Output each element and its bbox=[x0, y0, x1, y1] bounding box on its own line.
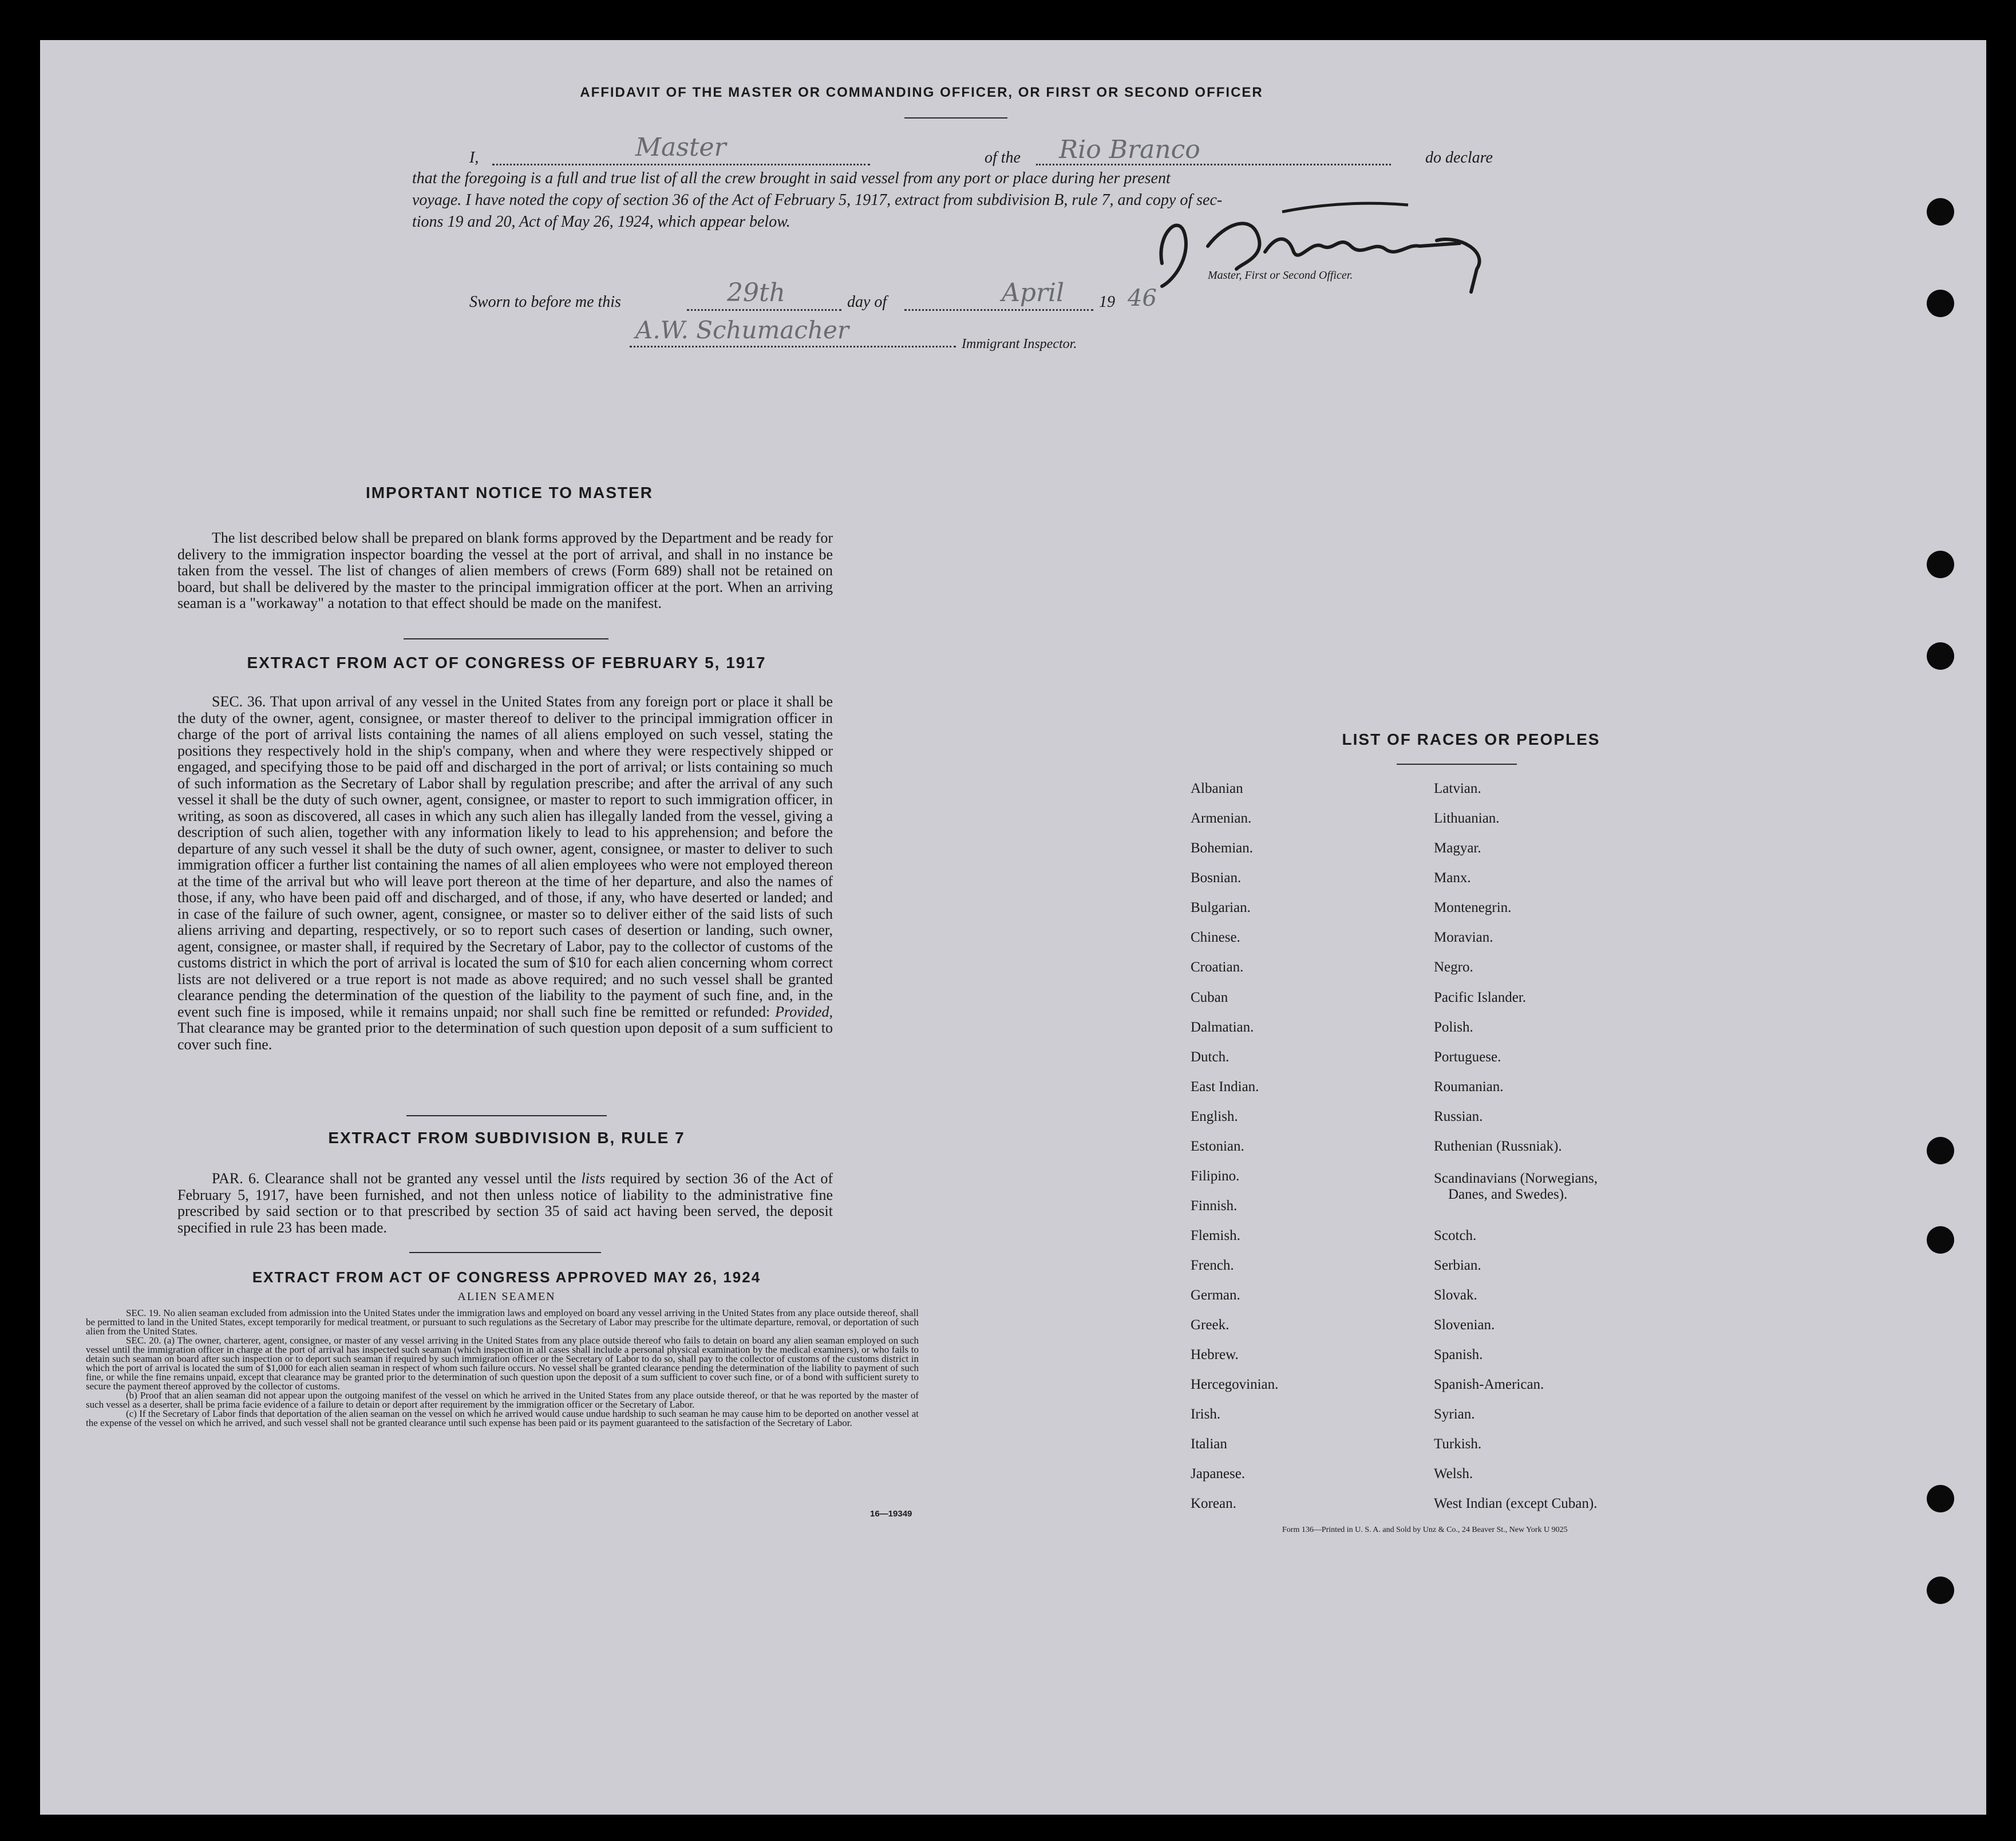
sec-19-text: SEC. 19. No alien seaman excluded from admission into the United States under the immigration laws and employed on board any vessel arriving in the United States from any place outside thereof, shall be permitted to land in the United States, except temporarily for medical treatment, or pursuant to such regulations as the Secretary of Labor may prescribe for the ultimate departure, removal, or deportation of such alien from the United States. bbox=[86, 1307, 919, 1337]
race-item: Hebrew. bbox=[1191, 1347, 1239, 1362]
sec-20b-text: (b) Proof that an alien seaman did not appear upon the outgoing manifest of the vessel on which he arrived in the United States from any place outside thereof, or that he was reported by the master of such vessel as a deserter, shall be prima facie evidence of a failure to detain or deport after requirement by the immigration officer or the Secretary of Labor. bbox=[86, 1390, 919, 1410]
race-item: Japanese. bbox=[1191, 1466, 1246, 1482]
race-item: Spanish. bbox=[1434, 1347, 1483, 1362]
section-36-text: That upon arrival of any vessel in the United States from any foreign port or place it shall be the duty of the owner, agent, consignee, or master thereof to deliver to the principal immigration officer in charge of the port of arrival lists containing the names of all aliens employed on such vessel, stating the positions they respectively hold in the ship's company, when and where they were respectively shipped or engaged, and specifying those to be paid off and discharged in the port of arrival; or lists containing so much of such information as the Secretary of Labor shall by regulation prescribe; and after the arrival of any such vessel it shall be the duty of such owner, agent, consignee, or master to report to such immigration officer, in writing, as soon as discovered, all cases in which any such alien has illegally landed from the vessel, giving a description of such alien, together with any information likely to lead to his apprehension; and before the departure of any such vessel it shall be the duty of such owner, agent, consignee, or master to deliver to such immigration officer a further list containing the names of all alien employees who were not employed thereon at the time of the arrival but who will leave port thereon at the time of her departure, and also the names of those, if any, who have been paid off and discharged, and of those, if any, who have deserted or landed; and in case of the failure of such owner, agent, consignee, or master so to deliver either of the said lists of such aliens arriving and departing, respectively, or so to report such cases of desertion or landing, such owner, agent, consignee, or master shall, if required by the Secretary of Labor, pay to the collector of customs of the customs district in which the port of arrival is located the sum of $10 for each alien concerning whom correct lists are not delivered or a true report is not made as above required; and no such vessel shall be granted clearance pending the determination of the question of the liability to the payment of such fine, and, in the event such fine is imposed, while it remains unpaid; nor shall such fine be remitted or refunded: bbox=[177, 693, 833, 1020]
section-36-label: SEC. 36. bbox=[212, 693, 266, 710]
inspector-caption: Immigrant Inspector. bbox=[962, 337, 1077, 351]
punch-hole bbox=[1927, 551, 1954, 578]
punch-hole bbox=[1927, 642, 1954, 670]
race-item: English. bbox=[1191, 1109, 1238, 1124]
notice-body: The list described below shall be prepared on blank forms approved by the Department and be ready for delivery to the immigration inspector boarding the vessel at the port of arrival, and shall in no instance be taken from the vessel. The list of changes of alien members of crews (Form 689) shall not be retained on board, but shall be delivered by the master to the principal immigration officer at the port. When an arriving seaman is a "workaway" a notation to that effect should be made on the manifest. bbox=[177, 530, 833, 611]
race-item: Lithuanian. bbox=[1434, 811, 1500, 826]
form-code: 16—19349 bbox=[870, 1509, 912, 1519]
sec-20a-text: SEC. 20. (a) The owner, charterer, agent, consignee, or master of any vessel arriving in the United States from any place outside thereof who fails to detain on board any alien seaman employed on such vessel until the immigration officer in charge at the port of arrival has inspected such seaman (which inspection in all cases shall include a personal physical examination by the medical examiners), or who fails to detain such seaman on board after such inspection or to deport such seaman if required by such immigration officer or the Secretary of Labor to do so, shall pay to the collector of customs of the customs district in which the port of arrival is located the sum of $1,000 for each alien seaman in respect of whom such failure occurs. No vessel shall be granted clearance pending the determination of the liability to payment of such fine, or while the fine remains unpaid, except that clearance may be granted prior to the determination of such question upon the deposit of a sum sufficient to cover such fine, or of a bond with sufficient surety to secure the payment thereof approved by the collector of customs. bbox=[86, 1335, 919, 1392]
race-item: Montenegrin. bbox=[1434, 900, 1512, 915]
divider bbox=[406, 1115, 607, 1116]
race-item: French. bbox=[1191, 1258, 1234, 1273]
race-item: Cuban bbox=[1191, 990, 1228, 1005]
race-item: Armenian. bbox=[1191, 811, 1252, 826]
day-field bbox=[687, 278, 841, 311]
punch-hole bbox=[1927, 198, 1954, 226]
inspector-field bbox=[630, 316, 956, 347]
do-declare-label: do declare bbox=[1425, 149, 1493, 167]
race-item: Estonian. bbox=[1191, 1139, 1244, 1154]
race-item: Dalmatian. bbox=[1191, 1020, 1254, 1035]
affidavit-declaration-line bbox=[469, 133, 1500, 172]
officer-value: Master bbox=[635, 133, 726, 162]
race-item: Turkish. bbox=[1434, 1436, 1482, 1452]
race-item: Slovak. bbox=[1434, 1287, 1477, 1303]
race-item: Spanish-American. bbox=[1434, 1377, 1544, 1392]
race-item: West Indian (except Cuban). bbox=[1434, 1496, 1598, 1511]
of-the-label: of the bbox=[985, 149, 1021, 167]
race-item: Finnish. bbox=[1191, 1198, 1238, 1214]
race-item: Bosnian. bbox=[1191, 870, 1242, 886]
race-item: Roumanian. bbox=[1434, 1079, 1504, 1095]
race-item: Scotch. bbox=[1434, 1228, 1477, 1243]
par-6-label: PAR. 6. bbox=[212, 1170, 260, 1187]
extract-rule7-body bbox=[177, 1171, 833, 1236]
par-6-text-b: required by section 36 of the Act of February 5, 1917, have been furnished, and not then unless notice of liability to the administrative fine prescribed by said section or to that prescribed by section 35 of said act having been served, the deposit specified in rule 23 has been made. bbox=[177, 1170, 833, 1236]
race-item: Welsh. bbox=[1434, 1466, 1473, 1482]
race-item: Chinese. bbox=[1191, 930, 1240, 945]
inspector-line bbox=[630, 316, 1145, 355]
section-36-tail: That clearance may be granted prior to the determination of such question upon deposit of a sum sufficient to cover such fine. bbox=[177, 1020, 833, 1053]
punch-hole bbox=[1927, 1226, 1954, 1254]
race-item: Manx. bbox=[1434, 870, 1471, 886]
race-item: Irish. bbox=[1191, 1407, 1221, 1422]
day-of-label: day of bbox=[847, 293, 887, 311]
affidavit-text-3: tions 19 and 20, Act of May 26, 1924, which appear below. bbox=[412, 213, 790, 231]
extract-1917-body bbox=[177, 694, 833, 1053]
race-item: Hercegovinian. bbox=[1191, 1377, 1279, 1392]
pronoun-label: I, bbox=[469, 149, 479, 167]
race-item: Russian. bbox=[1434, 1109, 1483, 1124]
race-item: Polish. bbox=[1434, 1020, 1473, 1035]
punch-hole bbox=[1927, 1485, 1954, 1512]
race-item: Ruthenian (Russniak). bbox=[1434, 1139, 1562, 1154]
signature-caption: Master, First or Second Officer. bbox=[1208, 269, 1353, 282]
divider bbox=[409, 1252, 601, 1253]
race-item: Magyar. bbox=[1434, 840, 1481, 856]
race-item: Bulgarian. bbox=[1191, 900, 1251, 915]
sec-20c-text: (c) If the Secretary of Labor finds that deportation of the alien seaman on the vessel on which he arrived would cause undue hardship to such seaman he may cause him to be deported on another vessel at the expense of the vessel on which he arrived, and such vessel shall not be granted clearance until such expense has been paid or its payment guaranteed to the satisfaction of the Secretary of Labor. bbox=[86, 1408, 919, 1428]
race-item: Croatian. bbox=[1191, 959, 1244, 975]
officer-field bbox=[492, 133, 870, 165]
divider bbox=[404, 638, 608, 639]
race-item: Pacific Islander. bbox=[1434, 990, 1527, 1005]
race-item: Latvian. bbox=[1434, 781, 1481, 796]
race-item: Portuguese. bbox=[1434, 1049, 1501, 1065]
extract-1917-title: EXTRACT FROM ACT OF CONGRESS OF FEBRUARY 5, 1917 bbox=[247, 654, 766, 671]
printer-footer: Form 136—Printed in U. S. A. and Sold by Unz & Co., 24 Beaver St., New York U 9025 bbox=[1282, 1526, 1568, 1534]
race-item: Flemish. bbox=[1191, 1228, 1240, 1243]
month-field bbox=[904, 278, 1093, 311]
vessel-field bbox=[1036, 135, 1391, 165]
year-value: 46 bbox=[1128, 285, 1157, 311]
notice-title: IMPORTANT NOTICE TO MASTER bbox=[365, 484, 654, 501]
alien-seamen-subtitle: ALIEN SEAMEN bbox=[457, 1290, 556, 1303]
divider bbox=[1397, 764, 1517, 765]
race-item: Bohemian. bbox=[1191, 840, 1254, 856]
month-value: April bbox=[1002, 278, 1065, 307]
lists-word: lists bbox=[581, 1170, 606, 1187]
par-6-text-a: Clearance shall not be granted any vessel until the bbox=[264, 1170, 576, 1187]
race-item: German. bbox=[1191, 1287, 1240, 1303]
race-item: Albanian bbox=[1191, 781, 1243, 796]
punch-hole bbox=[1927, 1577, 1954, 1604]
race-item: Dutch. bbox=[1191, 1049, 1230, 1065]
race-item: Moravian. bbox=[1434, 930, 1493, 945]
punch-hole bbox=[1927, 1137, 1954, 1164]
inspector-signature: A.W. Schumacher bbox=[635, 316, 849, 344]
vessel-value: Rio Branco bbox=[1059, 135, 1200, 164]
sworn-label: Sworn to before me this bbox=[469, 293, 621, 311]
affidavit-text-2: voyage. I have noted the copy of section 36 of the Act of February 5, 1917, extract from subdivision B, rule 7, and copy of sec- bbox=[412, 191, 1223, 209]
race-item: Italian bbox=[1191, 1436, 1227, 1452]
race-item: Scandinavians (Norwegians, bbox=[1434, 1171, 1598, 1186]
extract-1924-title: EXTRACT FROM ACT OF CONGRESS APPROVED MAY 26, 1924 bbox=[252, 1269, 761, 1286]
race-item: Danes, and Swedes). bbox=[1448, 1187, 1568, 1202]
race-item: Filipino. bbox=[1191, 1168, 1240, 1184]
extract-1924-text bbox=[86, 1309, 919, 1428]
extract-rule7-title: EXTRACT FROM SUBDIVISION B, RULE 7 bbox=[328, 1129, 685, 1147]
race-item: Serbian. bbox=[1434, 1258, 1481, 1273]
race-item: Negro. bbox=[1434, 959, 1473, 975]
race-item: Slovenian. bbox=[1434, 1317, 1495, 1333]
day-value: 29th bbox=[727, 278, 786, 307]
race-item: Korean. bbox=[1191, 1496, 1236, 1511]
proviso-label: Provided, bbox=[775, 1003, 833, 1020]
race-item: East Indian. bbox=[1191, 1079, 1259, 1095]
punch-hole bbox=[1927, 290, 1954, 317]
year-prefix: 19 bbox=[1099, 293, 1115, 311]
race-item: Syrian. bbox=[1434, 1407, 1475, 1422]
divider bbox=[904, 117, 1007, 118]
affidavit-heading: AFFIDAVIT OF THE MASTER OR COMMANDING OFFICER, OR FIRST OR SECOND OFFICER bbox=[580, 85, 1263, 100]
sworn-line bbox=[469, 278, 1213, 321]
affidavit-text-1: that the foregoing is a full and true list of all the crew brought in said vessel from any port or place during her present bbox=[412, 169, 1171, 187]
races-title: LIST OF RACES OR PEOPLES bbox=[1342, 730, 1600, 748]
race-item: Greek. bbox=[1191, 1317, 1230, 1333]
